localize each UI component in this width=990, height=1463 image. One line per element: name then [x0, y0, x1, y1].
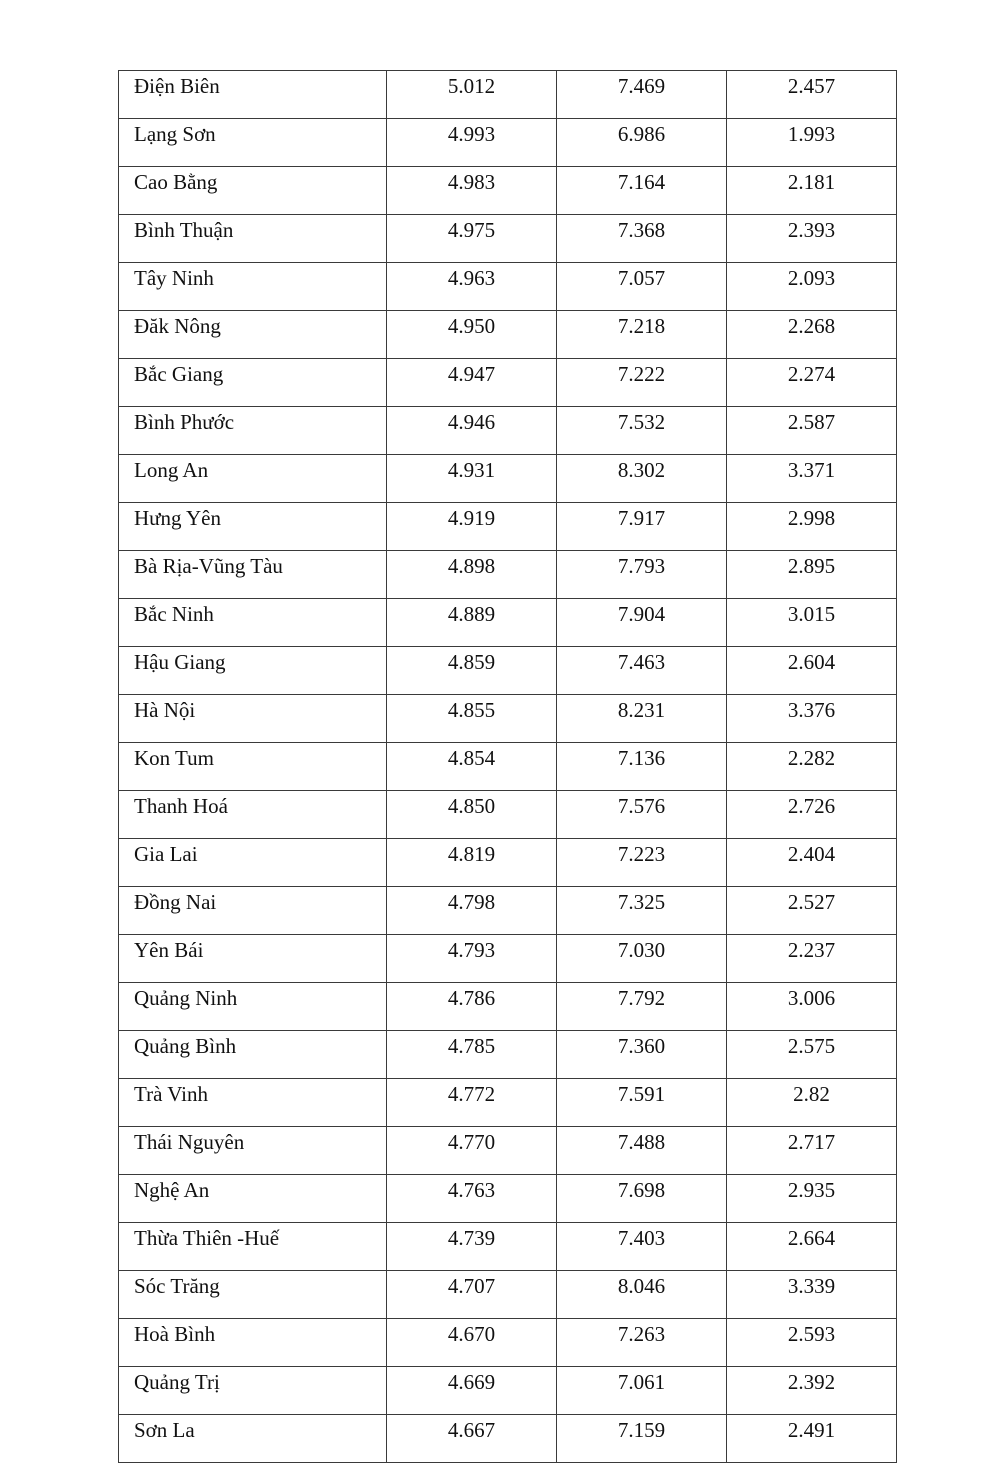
value-col-3-cell: 3.339: [727, 1271, 897, 1319]
table-row: [119, 791, 897, 839]
table-row: [119, 359, 897, 407]
value-col-3-cell: 2.726: [727, 791, 897, 839]
province-name-cell: Hà Nội: [119, 695, 387, 743]
table-row: [119, 1079, 897, 1127]
province-name-cell: Bắc Giang: [119, 359, 387, 407]
value-col-3-cell: 2.237: [727, 935, 897, 983]
table-row: [119, 839, 897, 887]
value-col-2-cell: 7.159: [557, 1415, 727, 1463]
value-col-1-cell: 4.947: [387, 359, 557, 407]
value-col-2-cell: 7.469: [557, 71, 727, 119]
value-col-1-cell: 4.763: [387, 1175, 557, 1223]
value-col-2-cell: 7.057: [557, 263, 727, 311]
value-col-3-cell: 2.274: [727, 359, 897, 407]
value-col-1-cell: 4.785: [387, 1031, 557, 1079]
value-col-2-cell: 7.488: [557, 1127, 727, 1175]
value-col-2-cell: 8.046: [557, 1271, 727, 1319]
value-col-1-cell: 4.950: [387, 311, 557, 359]
table-row: [119, 1127, 897, 1175]
value-col-1-cell: 4.819: [387, 839, 557, 887]
table-body: [119, 71, 897, 1463]
value-col-3-cell: 3.015: [727, 599, 897, 647]
value-col-1-cell: 4.854: [387, 743, 557, 791]
value-col-3-cell: 2.575: [727, 1031, 897, 1079]
province-name-cell: Đăk Nông: [119, 311, 387, 359]
province-name-cell: Đồng Nai: [119, 887, 387, 935]
province-name-cell: Quảng Ninh: [119, 983, 387, 1031]
value-col-1-cell: 4.931: [387, 455, 557, 503]
value-col-3-cell: 3.006: [727, 983, 897, 1031]
value-col-1-cell: 4.667: [387, 1415, 557, 1463]
value-col-2-cell: 7.061: [557, 1367, 727, 1415]
value-col-2-cell: 7.360: [557, 1031, 727, 1079]
table-row: [119, 743, 897, 791]
table-row: [119, 1367, 897, 1415]
province-name-cell: Long An: [119, 455, 387, 503]
value-col-3-cell: 2.491: [727, 1415, 897, 1463]
value-col-2-cell: 7.463: [557, 647, 727, 695]
value-col-3-cell: 2.604: [727, 647, 897, 695]
value-col-2-cell: 7.263: [557, 1319, 727, 1367]
province-name-cell: Bà Rịa-Vũng Tàu: [119, 551, 387, 599]
table-row: [119, 695, 897, 743]
value-col-2-cell: 8.302: [557, 455, 727, 503]
value-col-2-cell: 7.164: [557, 167, 727, 215]
value-col-1-cell: 4.798: [387, 887, 557, 935]
value-col-2-cell: 7.576: [557, 791, 727, 839]
value-col-1-cell: 4.919: [387, 503, 557, 551]
table-row: [119, 215, 897, 263]
value-col-3-cell: 2.282: [727, 743, 897, 791]
table-row: [119, 1223, 897, 1271]
province-name-cell: Trà Vinh: [119, 1079, 387, 1127]
province-name-cell: Hoà Bình: [119, 1319, 387, 1367]
value-col-3-cell: 2.664: [727, 1223, 897, 1271]
value-col-3-cell: 2.404: [727, 839, 897, 887]
value-col-1-cell: 4.983: [387, 167, 557, 215]
table-row: [119, 551, 897, 599]
value-col-1-cell: 4.993: [387, 119, 557, 167]
table-row: [119, 647, 897, 695]
table-row: [119, 1271, 897, 1319]
value-col-2-cell: 7.223: [557, 839, 727, 887]
value-col-3-cell: 2.895: [727, 551, 897, 599]
table-row: [119, 1415, 897, 1463]
table-row: [119, 599, 897, 647]
value-col-1-cell: 4.670: [387, 1319, 557, 1367]
value-col-2-cell: 7.222: [557, 359, 727, 407]
province-name-cell: Hậu Giang: [119, 647, 387, 695]
value-col-2-cell: 7.698: [557, 1175, 727, 1223]
province-name-cell: Nghệ An: [119, 1175, 387, 1223]
table-row: [119, 71, 897, 119]
value-col-3-cell: 2.393: [727, 215, 897, 263]
province-name-cell: Bắc Ninh: [119, 599, 387, 647]
value-col-1-cell: 4.786: [387, 983, 557, 1031]
table-row: [119, 167, 897, 215]
value-col-3-cell: 2.935: [727, 1175, 897, 1223]
value-col-2-cell: 7.591: [557, 1079, 727, 1127]
value-col-3-cell: 2.527: [727, 887, 897, 935]
province-name-cell: Sóc Trăng: [119, 1271, 387, 1319]
table-row: [119, 935, 897, 983]
value-col-3-cell: 2.268: [727, 311, 897, 359]
value-col-1-cell: 4.707: [387, 1271, 557, 1319]
province-name-cell: Tây Ninh: [119, 263, 387, 311]
value-col-3-cell: 2.998: [727, 503, 897, 551]
value-col-2-cell: 8.231: [557, 695, 727, 743]
value-col-2-cell: 7.218: [557, 311, 727, 359]
value-col-2-cell: 7.793: [557, 551, 727, 599]
table-row: [119, 119, 897, 167]
value-col-2-cell: 7.030: [557, 935, 727, 983]
value-col-1-cell: 4.855: [387, 695, 557, 743]
province-name-cell: Thái Nguyên: [119, 1127, 387, 1175]
value-col-2-cell: 7.532: [557, 407, 727, 455]
value-col-3-cell: 2.093: [727, 263, 897, 311]
table-row: [119, 263, 897, 311]
value-col-2-cell: 7.917: [557, 503, 727, 551]
table-row: [119, 1031, 897, 1079]
province-name-cell: Sơn La: [119, 1415, 387, 1463]
table-row: [119, 1175, 897, 1223]
value-col-1-cell: 4.898: [387, 551, 557, 599]
value-col-1-cell: 4.963: [387, 263, 557, 311]
province-name-cell: Quảng Trị: [119, 1367, 387, 1415]
province-name-cell: Cao Bằng: [119, 167, 387, 215]
value-col-1-cell: 4.669: [387, 1367, 557, 1415]
province-name-cell: Thanh Hoá: [119, 791, 387, 839]
province-name-cell: Thừa Thiên -Huế: [119, 1223, 387, 1271]
value-col-3-cell: 3.376: [727, 695, 897, 743]
value-col-1-cell: 4.859: [387, 647, 557, 695]
value-col-1-cell: 4.975: [387, 215, 557, 263]
province-name-cell: Yên Bái: [119, 935, 387, 983]
table-row: [119, 407, 897, 455]
value-col-3-cell: 2.82: [727, 1079, 897, 1127]
value-col-1-cell: 4.772: [387, 1079, 557, 1127]
value-col-2-cell: 7.403: [557, 1223, 727, 1271]
province-name-cell: Lạng Sơn: [119, 119, 387, 167]
value-col-2-cell: 7.136: [557, 743, 727, 791]
value-col-3-cell: 2.593: [727, 1319, 897, 1367]
value-col-2-cell: 7.325: [557, 887, 727, 935]
value-col-3-cell: 2.181: [727, 167, 897, 215]
province-name-cell: Gia Lai: [119, 839, 387, 887]
value-col-1-cell: 4.946: [387, 407, 557, 455]
value-col-2-cell: 6.986: [557, 119, 727, 167]
value-col-3-cell: 2.457: [727, 71, 897, 119]
province-name-cell: Hưng Yên: [119, 503, 387, 551]
value-col-3-cell: 3.371: [727, 455, 897, 503]
value-col-1-cell: 4.889: [387, 599, 557, 647]
value-col-3-cell: 2.717: [727, 1127, 897, 1175]
province-data-table: [118, 70, 897, 1463]
table-row: [119, 1319, 897, 1367]
value-col-3-cell: 2.392: [727, 1367, 897, 1415]
table-row: [119, 503, 897, 551]
table-row: [119, 983, 897, 1031]
value-col-1-cell: 5.012: [387, 71, 557, 119]
province-name-cell: Bình Thuận: [119, 215, 387, 263]
value-col-1-cell: 4.793: [387, 935, 557, 983]
province-name-cell: Điện Biên: [119, 71, 387, 119]
province-name-cell: Bình Phước: [119, 407, 387, 455]
value-col-2-cell: 7.792: [557, 983, 727, 1031]
value-col-1-cell: 4.850: [387, 791, 557, 839]
table-row: [119, 887, 897, 935]
value-col-2-cell: 7.904: [557, 599, 727, 647]
value-col-3-cell: 1.993: [727, 119, 897, 167]
value-col-2-cell: 7.368: [557, 215, 727, 263]
province-name-cell: Kon Tum: [119, 743, 387, 791]
value-col-1-cell: 4.770: [387, 1127, 557, 1175]
value-col-3-cell: 2.587: [727, 407, 897, 455]
table-row: [119, 311, 897, 359]
province-name-cell: Quảng Bình: [119, 1031, 387, 1079]
table-row: [119, 455, 897, 503]
value-col-1-cell: 4.739: [387, 1223, 557, 1271]
